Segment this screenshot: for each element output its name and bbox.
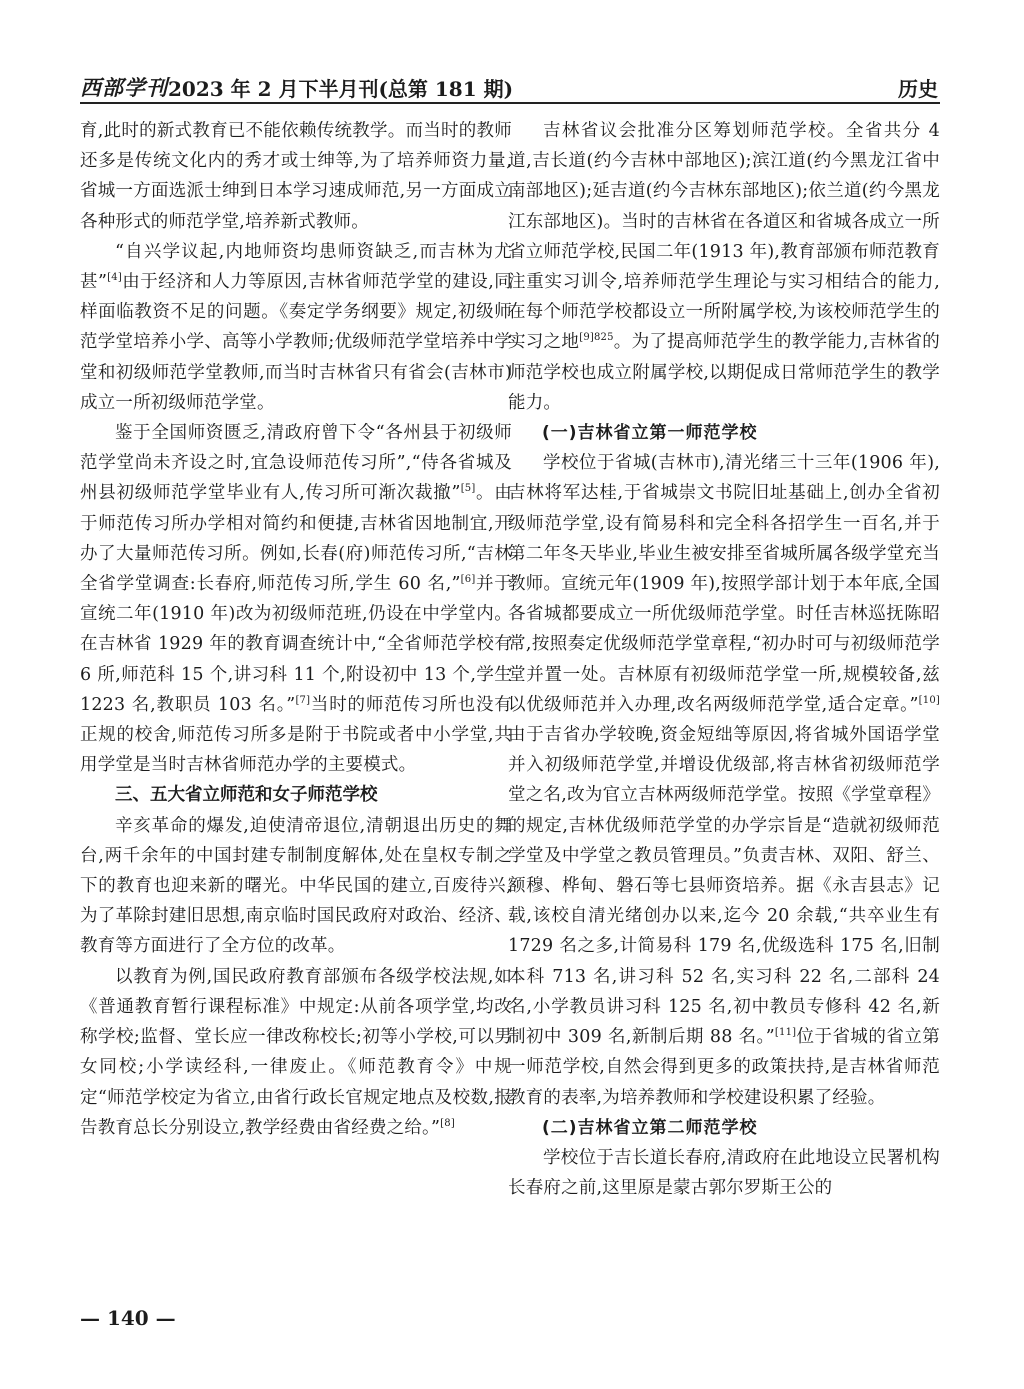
text-run: 鉴于全国师资匮乏,清政府曾下令“各州县于初级师范学堂尚未齐设之时,宜急设师范传习所”,“侍各省城及州县初级师范学堂毕业有人,传习所可渐次裁撤” <box>80 423 512 504</box>
body-paragraph <box>508 116 940 418</box>
text-run: 学校位于省城(吉林市),清光绪三十三年(1906 年),吉林将军达桂,于省城崇文书院旧址基础上,创办全省初级师范学堂,设有简易科和完全科各招学生一百名,并于第二年冬天毕业,毕业生被安排至省城所属各级学堂充当教师。宣统元年(1909 年),按照学部计划于本年底,全国各省城都要成立一所优级师范学堂。时任吉林巡抚陈昭常,按照奏定优级师范学堂章程,“初办时可与初级师范学堂并置一处。吉林原有初级师范学堂一所,规模较备,兹以优级师范并入办理,改名两级师范学堂,适合定章。” <box>508 453 940 715</box>
body-paragraph <box>80 237 512 418</box>
text-run: (一)吉林省立第一师范学校 <box>542 423 758 444</box>
body-paragraph <box>508 448 940 1112</box>
page-number: — 140 — <box>80 1306 176 1330</box>
citation-ref: [6] <box>460 574 476 586</box>
journal-logo: 西部学刊 <box>80 75 168 100</box>
text-run: 。为了提高师范学生的教学能力,吉林省的师范学校也成立附属学校,以期促成日常师范学生的教学能力。 <box>508 332 940 413</box>
text-run: 以教育为例,国民政府教育部颁布各级学校法规,如《普通教育暂行课程标准》中规定:从前各项学堂,均改称学校;监督、堂长应一律改称校长;初等小学校,可以男女同校;小学读经科,一律废止。《师范教育令》中规定“师范学校定为省立,由省行政长官规定地点及校数,报告教育总长分别设立,教学经费由省经费之给。” <box>80 966 512 1138</box>
section-name: 历史 <box>898 77 938 101</box>
citation-ref: [5] <box>460 483 476 495</box>
left-column <box>80 116 512 1143</box>
text-run: 吉林省议会批准分区筹划师范学校。全省共分 4 道,吉长道(约今吉林中部地区);滨江道(约今黑龙江省中南部地区);延吉道(约今吉林东部地区);依兰道(约今黑龙江东部地区)。当时的吉林省在各道区和省城各成立一所省立师范学校,民国二年(1913 年),教育部颁布师范教育注重实习训令,培养师范学生理论与实习相结合的能力,在每个师范学校都设立一所附属学校,为该校师范学生的实习之地 <box>508 121 940 353</box>
citation-ref: [11] <box>774 1027 797 1039</box>
text-run: “自兴学议起,内地师资均患师资缺乏,而吉林为尤甚” <box>80 241 512 293</box>
text-run: 由于吉省办学较晚,资金短绌等原因,将省城外国语学堂并入初级师范学堂,并增设优级部,将吉林省初级师范学堂之名,改为官立吉林两级师范学堂。按照《学堂章程》的规定,吉林优级师范学堂的办学宗旨是“造就初级师范学堂及中学堂之教员管理员。”负责吉林、双阳、舒兰、额穆、桦甸、磐石等七县师资培养。据《永吉县志》记载,该校自清光绪创办以来,迄今 20 余载,“共卒业生有 1729 名之多,计简易科 179 名,优级选科 175 名,旧制本科 713 名,讲习科 52 名,实习科 22 名,二部科 24 名,小学教员讲习科 125 名,初中教员专修科 42 名,新制初中 309 名,新制后期 88 名。” <box>508 725 940 1048</box>
subsection-heading <box>508 1113 940 1143</box>
text-run: 育,此时的新式教育已不能依赖传统教学。而当时的教师还多是传统文化内的秀才或士绅等,为了培养师资力量,省城一方面选派士绅到日本学习速成师范,另一方面成立各种形式的师范学堂,培养新式教师。 <box>80 121 512 232</box>
body-paragraph <box>508 1143 940 1203</box>
body-paragraph <box>80 116 512 237</box>
text-run: 位于省城的省立第一师范学校,自然会得到更多的政策扶持,是吉林省师范教育的表率,为培养教师和学校建设积累了经验。 <box>508 1027 940 1108</box>
text-run: 。由于师范传习所办学相对简约和便捷,吉林省因地制宜,开办了大量师范传习所。例如,长春(府)师范传习所,“吉林全省学堂调查:长春府,师范传习所,学生 60 名,” <box>80 483 512 595</box>
body-paragraph <box>80 418 512 780</box>
subsection-heading <box>508 418 940 448</box>
citation-ref: [4] <box>107 272 122 284</box>
text-run: (二)吉林省立第二师范学校 <box>542 1117 758 1138</box>
citation-ref: [9]825 <box>579 332 614 344</box>
text-run: 辛亥革命的爆发,迫使清帝退位,清朝退出历史的舞台,两千余年的中国封建专制制度解体,处在皇权专制之下的教育也迎来新的曙光。中华民国的建立,百废待兴,为了革除封建旧思想,南京临时国民政府对政治、经济、教育等方面进行了全方位的改革。 <box>80 815 512 957</box>
running-header <box>80 66 940 104</box>
text-run: 学校位于吉长道长春府,清政府在此地设立民署机构长春府之前,这里原是蒙古郭尔罗斯王公的 <box>508 1147 940 1199</box>
right-column <box>508 116 940 1203</box>
citation-ref: [7] <box>295 695 311 707</box>
body-paragraph <box>80 962 512 1143</box>
text-run: 并于宣统二年(1910 年)改为初级师范班,仍设在中学堂内。在吉林省 1929 年的教育调查统计中,“全省师范学校有 6 所,师范科 15 个,讲习科 11 个,附设初中 13 个,学生 1223 名,教职员 103 名。” <box>80 574 513 715</box>
issue-info: 2023 年 2 月下半月刊(总第 181 期) <box>168 77 514 101</box>
text-run: 由于经济和人力等原因,吉林省师范学堂的建设,同样面临教资不足的问题。《奏定学务纲要》规定,初级师范学堂培养小学、高等小学教师;优级师范学堂培养中学堂和初级师范学堂教师,而当时吉林省只有省会(吉林市)成立一所初级师范学堂。 <box>80 272 512 413</box>
text-run: 三、五大省立师范和女子师范学校 <box>115 785 378 806</box>
body-paragraph <box>80 811 512 962</box>
text-run: 当时的师范传习所也没有正规的校舍,师范传习所多是附于书院或者中小学堂,共用学堂是当时吉林省师范办学的主要模式。 <box>80 694 512 776</box>
citation-ref: [8] <box>440 1117 455 1129</box>
citation-ref: [10] <box>918 695 940 707</box>
section-heading <box>80 780 512 810</box>
